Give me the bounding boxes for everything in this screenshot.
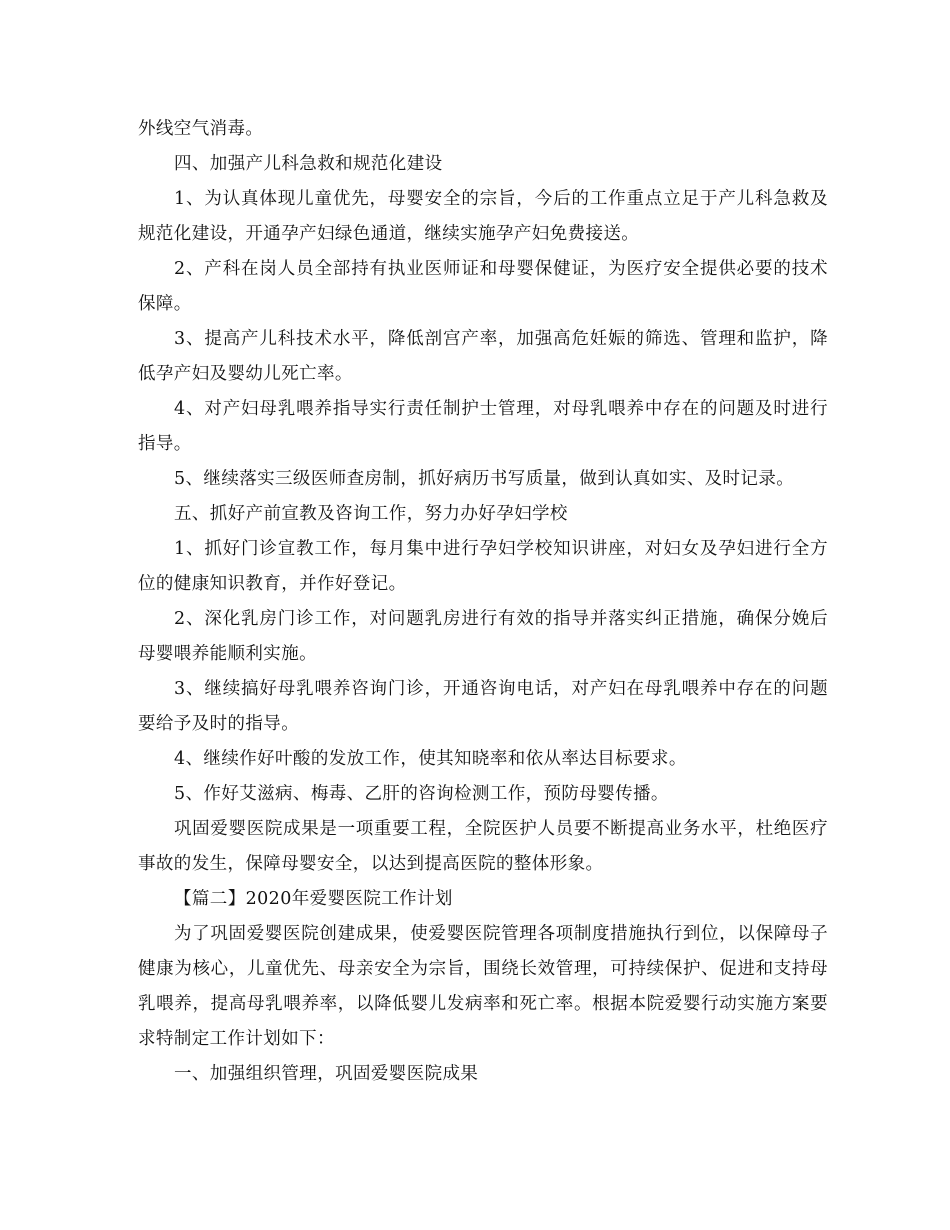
paragraph: 为了巩固爱婴医院创建成果，使爱婴医院管理各项制度措施执行到位，以保障母子健康为核心，儿童优先、母亲安全为宗旨，围绕长效管理，可持续保护、促进和支持母乳喂养，提高母乳喂养率，以降低婴儿发病率和死亡率。根据本院爱婴行动实施方案要求特制定工作计划如下：: [138, 924, 828, 1049]
paragraph: 2、产科在岗人员全部持有执业医师证和母婴保健证，为医疗安全提供必要的技术保障。: [138, 259, 828, 314]
paragraph: 4、继续作好叶酸的发放工作，使其知晓率和依从率达目标要求。: [174, 749, 687, 769]
paragraph: 3、继续搞好母乳喂养咨询门诊，开通咨询电话，对产妇在母乳喂养中存在的问题要给予及时的指导。: [138, 679, 828, 734]
section-heading-5: 五、抓好产前宣教及咨询工作，努力办好孕妇学校: [174, 504, 568, 524]
paragraph: 1、抓好门诊宣教工作，每月集中进行孕妇学校知识讲座，对妇女及孕妇进行全方位的健康知识教育，并作好登记。: [138, 539, 828, 594]
document-body: [138, 112, 828, 1092]
paragraph: 5、继续落实三级医师查房制，抓好病历书写质量，做到认真如实、及时记录。: [174, 469, 795, 489]
paragraph-continued: 外线空气消毒。: [138, 119, 264, 139]
paragraph: 4、对产妇母乳喂养指导实行责任制护士管理，对母乳喂养中存在的问题及时进行指导。: [138, 399, 828, 454]
paragraph: 3、提高产儿科技术水平，降低剖宫产率，加强高危妊娠的筛选、管理和监护，降低孕产妇及婴幼儿死亡率。: [138, 329, 828, 384]
paragraph: 巩固爱婴医院成果是一项重要工程，全院医护人员要不断提高业务水平，杜绝医疗事故的发生，保障母婴安全，以达到提高医院的整体形象。: [138, 819, 828, 874]
paragraph: 2、深化乳房门诊工作，对问题乳房进行有效的指导并落实纠正措施，确保分娩后母婴喂养能顺利实施。: [138, 609, 828, 664]
paragraph: 1、为认真体现儿童优先，母婴安全的宗旨，今后的工作重点立足于产儿科急救及规范化建设，开通孕产妇绿色通道，继续实施孕产妇免费接送。: [138, 189, 828, 244]
section-heading-1: 一、加强组织管理，巩固爱婴医院成果: [174, 1064, 479, 1084]
paragraph: 5、作好艾滋病、梅毒、乙肝的咨询检测工作，预防母婴传播。: [174, 784, 669, 804]
article-title: 【篇二】2020年爱婴医院工作计划: [174, 889, 453, 909]
section-heading-4: 四、加强产儿科急救和规范化建设: [174, 154, 443, 174]
